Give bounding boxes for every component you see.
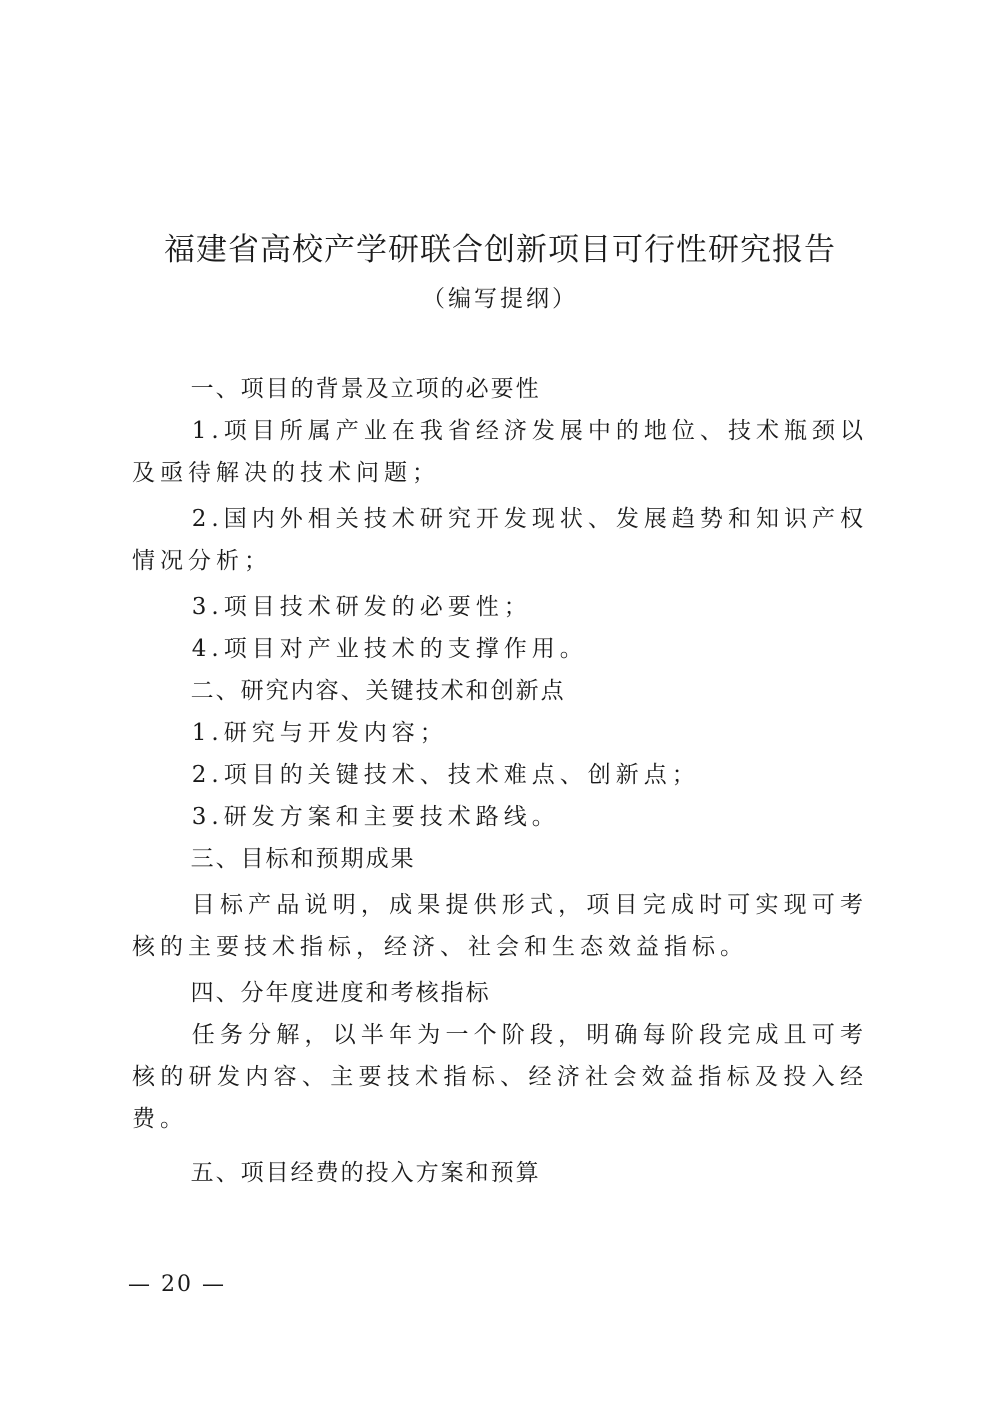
section-1-item-1: 1.项目所属产业在我省经济发展中的地位、技术瓶颈以及亟待解决的技术问题； [132,418,868,486]
section-heading-1: 一、项目的背景及立项的必要性 [190,376,541,402]
document-title: 福建省高校产学研联合创新项目可行性研究报告 [164,232,836,268]
section-heading-2: 二、研究内容、关键技术和创新点 [190,678,566,704]
section-2-item-3: 3.研发方案和主要技术路线。 [191,804,560,830]
section-heading-3: 三、目标和预期成果 [190,846,416,872]
section-heading-5: 五、项目经费的投入方案和预算 [190,1160,541,1186]
page-number: — 20 — [128,1272,226,1297]
section-2-item-2: 2.项目的关键技术、技术难点、创新点； [191,762,700,788]
section-heading-4: 四、分年度进度和考核指标 [190,980,491,1006]
section-3-item-1: 目标产品说明，成果提供形式，项目完成时可实现可考核的主要技术指标，经济、社会和生态效益指标。 [132,892,868,960]
document-subtitle: （编写提纲） [422,286,578,312]
section-1-item-3: 3.项目技术研发的必要性； [191,594,532,620]
section-1-item-2: 2.国内外相关技术研究开发现状、发展趋势和知识产权情况分析； [132,506,868,574]
section-2-item-1: 1.研究与开发内容； [191,720,448,746]
document-body [132,368,868,1194]
section-4-item-1: 任务分解，以半年为一个阶段，明确每阶段完成且可考核的研发内容、主要技术指标、经济社会效益指标及投入经费。 [132,1022,868,1132]
section-1-item-4: 4.项目对产业技术的支撑作用。 [191,636,588,662]
